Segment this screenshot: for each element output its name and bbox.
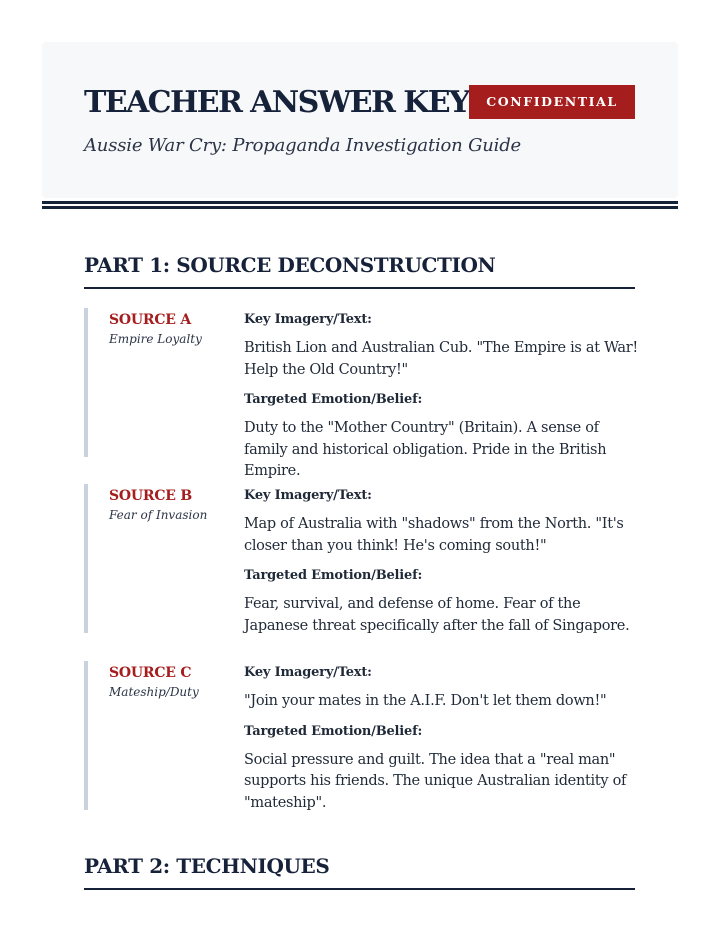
emotion-label: Targeted Emotion/Belief: xyxy=(244,568,423,583)
source-details xyxy=(244,487,644,647)
source-label xyxy=(109,487,239,524)
source-name: SOURCE C xyxy=(109,665,192,681)
emotion-text: Social pressure and guilt. The idea that a "real man" supports his friends. The unique Australian identity of "mateship". xyxy=(244,751,627,811)
emotion-label: Targeted Emotion/Belief: xyxy=(244,723,423,739)
emotion-text: Fear, survival, and defense of home. Fear of the Japanese threat specifically after the fall of Singapore. xyxy=(244,596,630,634)
imagery-label: Key Imagery/Text: xyxy=(244,312,372,327)
confidential-badge: CONFIDENTIAL xyxy=(469,85,635,119)
page-subtitle: Aussie War Cry: Propaganda Investigation Guide xyxy=(84,135,522,156)
emotion-label: Targeted Emotion/Belief: xyxy=(244,392,423,407)
source-label xyxy=(109,664,239,701)
emotion-text: Duty to the "Mother Country" (Britain). A sense of family and historical obligation. Pride in the British Empire. xyxy=(244,420,607,479)
source-theme: Empire Loyalty xyxy=(109,332,202,346)
source-label xyxy=(109,311,239,348)
source-details xyxy=(244,664,644,824)
imagery-text: "Join your mates in the A.I.F. Don't let them down!" xyxy=(244,693,607,709)
source-theme: Fear of Invasion xyxy=(109,508,208,522)
source-block-b xyxy=(84,484,648,633)
imagery-label: Key Imagery/Text: xyxy=(244,665,372,680)
section-heading-part2: PART 2: TECHNIQUES xyxy=(84,852,635,890)
imagery-text: Map of Australia with "shadows" from the North. "It's closer than you think! He's coming south!" xyxy=(244,516,624,554)
source-name: SOURCE B xyxy=(109,488,193,504)
source-details xyxy=(244,311,644,493)
source-block-a xyxy=(84,308,648,479)
page-title: TEACHER ANSWER KEY xyxy=(84,85,469,120)
imagery-text: British Lion and Australian Cub. "The Empire is at War! Help the Old Country!" xyxy=(244,340,638,378)
header-double-rule xyxy=(42,201,678,209)
section-heading-part1: PART 1: SOURCE DECONSTRUCTION xyxy=(84,251,635,289)
source-theme: Mateship/Duty xyxy=(109,685,199,699)
imagery-label: Key Imagery/Text: xyxy=(244,488,372,503)
source-name: SOURCE A xyxy=(109,312,192,328)
source-block-c xyxy=(84,661,648,810)
